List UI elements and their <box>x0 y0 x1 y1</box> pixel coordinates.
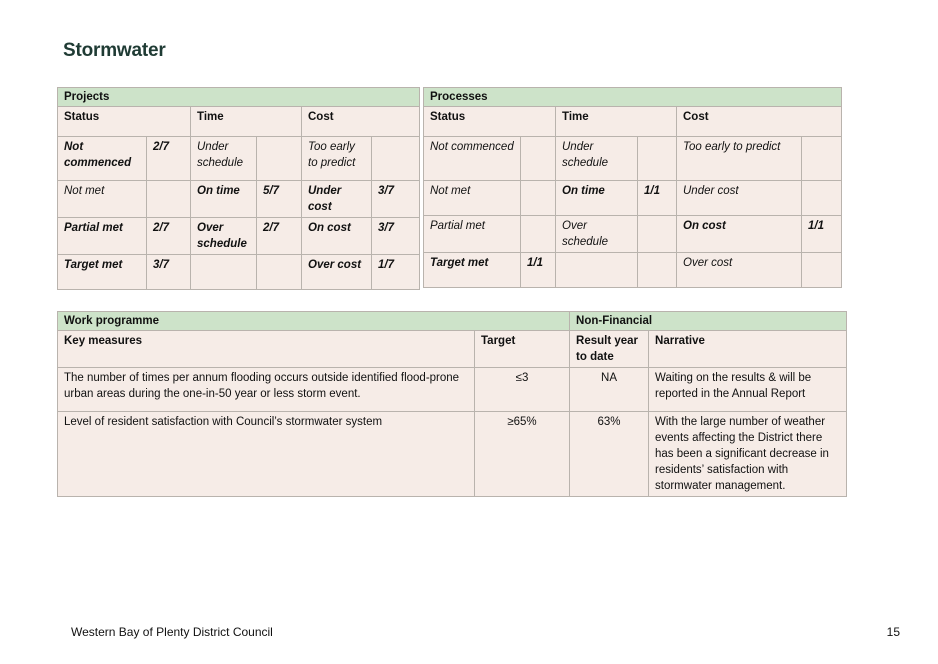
processes-status-label: Partial met <box>424 216 521 253</box>
processes-header-status: Status <box>424 107 556 137</box>
projects-time-count <box>257 137 302 181</box>
header-narrative: Narrative <box>649 331 847 368</box>
target-cell: ≤3 <box>475 368 570 412</box>
projects-time-count: 5/7 <box>257 181 302 218</box>
footer-organisation: Western Bay of Plenty District Council <box>71 625 273 639</box>
target-cell: ≥65% <box>475 412 570 497</box>
processes-time-count <box>638 253 677 288</box>
processes-time-count <box>638 137 677 181</box>
processes-time-count <box>638 216 677 253</box>
projects-header-time: Time <box>191 107 302 137</box>
projects-cost-label: Too early to predict <box>302 137 372 181</box>
projects-status-label: Not met <box>58 181 147 218</box>
processes-cost-count <box>802 253 842 288</box>
processes-cost-count <box>802 181 842 216</box>
processes-cost-count: 1/1 <box>802 216 842 253</box>
projects-header-cost: Cost <box>302 107 420 137</box>
table-row <box>424 216 842 253</box>
header-target: Target <box>475 331 570 368</box>
projects-cost-count: 3/7 <box>372 218 420 255</box>
projects-time-count <box>257 255 302 290</box>
table-row <box>424 137 842 181</box>
table-row <box>424 181 842 216</box>
header-key-measures: Key measures <box>58 331 475 368</box>
processes-time-label <box>556 253 638 288</box>
processes-cost-label: Over cost <box>677 253 802 288</box>
projects-time-count: 2/7 <box>257 218 302 255</box>
projects-cost-label: Over cost <box>302 255 372 290</box>
narrative-cell: With the large number of weather events affecting the District there has been a significant decrease in residents’ satisfaction with stormwater management. <box>649 412 847 497</box>
projects-status-count <box>147 181 191 218</box>
projects-cost-count: 3/7 <box>372 181 420 218</box>
projects-status-label: Not commenced <box>58 137 147 181</box>
projects-cost-count: 1/7 <box>372 255 420 290</box>
key-measure-cell: Level of resident satisfaction with Council’s stormwater system <box>58 412 475 497</box>
projects-time-label: On time <box>191 181 257 218</box>
result-cell: NA <box>570 368 649 412</box>
narrative-cell: Waiting on the results & will be reported in the Annual Report <box>649 368 847 412</box>
processes-time-label: On time <box>556 181 638 216</box>
processes-status-count: 1/1 <box>521 253 556 288</box>
projects-cost-count <box>372 137 420 181</box>
processes-cost-label: On cost <box>677 216 802 253</box>
projects-time-label: Under schedule <box>191 137 257 181</box>
processes-cost-count <box>802 137 842 181</box>
projects-header-status: Status <box>58 107 191 137</box>
table-row <box>58 368 847 412</box>
processes-time-label: Over schedule <box>556 216 638 253</box>
processes-status-count <box>521 216 556 253</box>
projects-cost-label: Under cost <box>302 181 372 218</box>
table-row <box>424 253 842 288</box>
processes-time-label: Under schedule <box>556 137 638 181</box>
projects-status-label: Target met <box>58 255 147 290</box>
projects-status-label: Partial met <box>58 218 147 255</box>
table-row <box>58 181 420 218</box>
projects-status-count: 3/7 <box>147 255 191 290</box>
processes-time-count: 1/1 <box>638 181 677 216</box>
page-number: 15 <box>886 625 900 639</box>
work-programme-category: Non-Financial <box>570 312 847 331</box>
projects-cost-label: On cost <box>302 218 372 255</box>
processes-header-cost: Cost <box>677 107 842 137</box>
processes-title: Processes <box>424 88 842 107</box>
processes-status-count <box>521 181 556 216</box>
work-programme-table <box>57 311 847 497</box>
processes-status-label: Not met <box>424 181 521 216</box>
page-title: Stormwater <box>63 40 166 61</box>
key-measure-cell: The number of times per annum flooding occurs outside identified flood-prone urban areas during the one-in-50 year or less storm event. <box>58 368 475 412</box>
table-row <box>58 218 420 255</box>
projects-table <box>57 87 420 290</box>
processes-status-label: Not commenced <box>424 137 521 181</box>
table-row <box>58 412 847 497</box>
projects-title: Projects <box>58 88 420 107</box>
result-cell: 63% <box>570 412 649 497</box>
processes-cost-label: Under cost <box>677 181 802 216</box>
projects-status-count: 2/7 <box>147 218 191 255</box>
projects-time-label <box>191 255 257 290</box>
header-result-year-to-date: Result year to date <box>570 331 649 368</box>
projects-status-count: 2/7 <box>147 137 191 181</box>
processes-status-count <box>521 137 556 181</box>
processes-status-label: Target met <box>424 253 521 288</box>
table-row <box>58 255 420 290</box>
processes-table <box>423 87 842 288</box>
table-row <box>58 137 420 181</box>
processes-header-time: Time <box>556 107 677 137</box>
work-programme-title: Work programme <box>58 312 570 331</box>
projects-time-label: Over schedule <box>191 218 257 255</box>
processes-cost-label: Too early to predict <box>677 137 802 181</box>
